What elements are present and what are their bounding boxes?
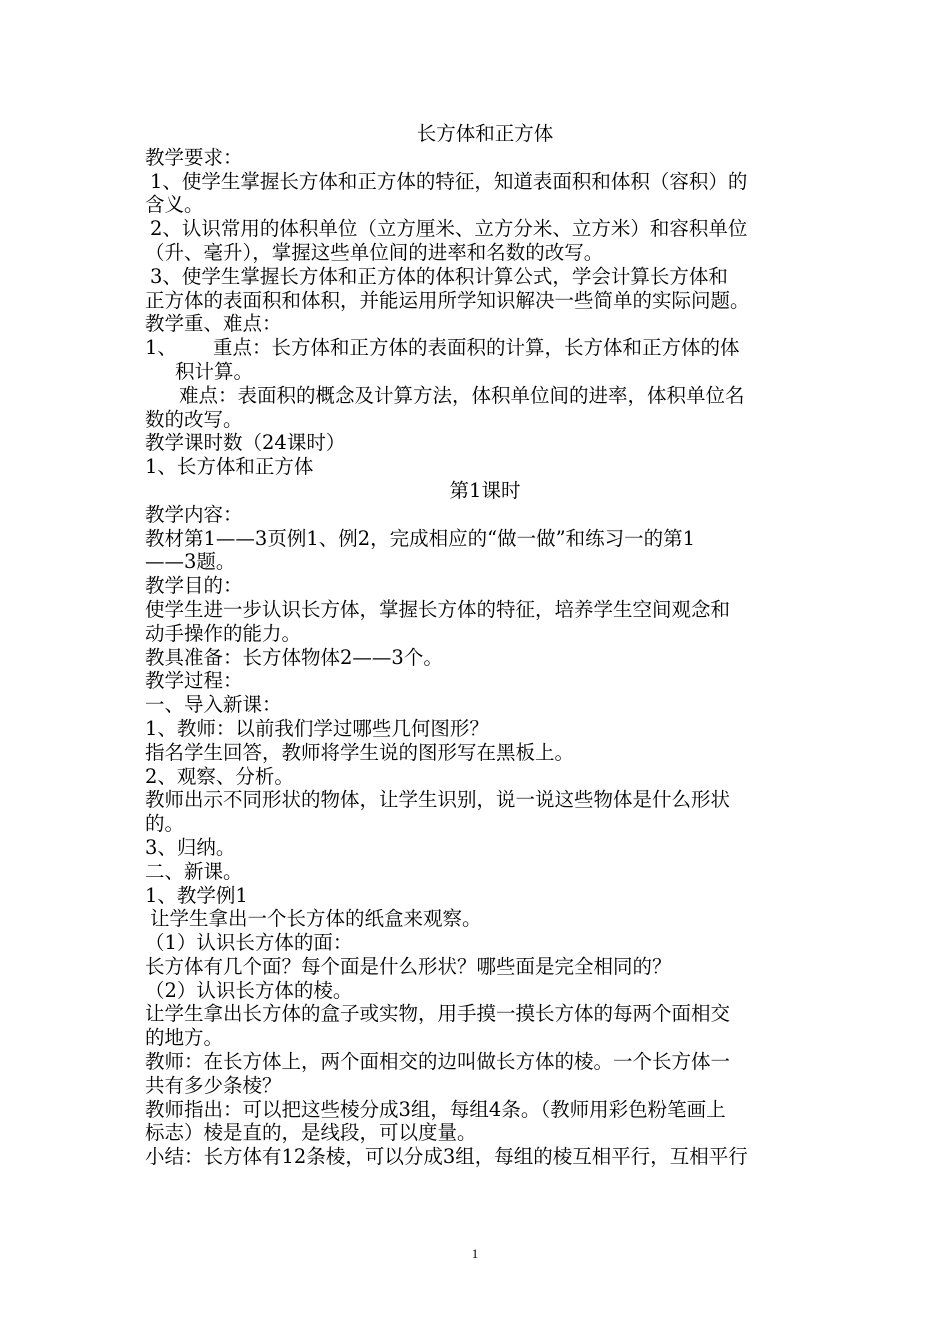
requirement-3-line-2: 正方体的表面积和体积，并能运用所学知识解决一些简单的实际问题。 — [145, 288, 750, 312]
section-heading-goal: 教学目的： — [145, 574, 243, 598]
requirement-1-line-1: 1、使学生掌握长方体和正方体的特征，知道表面积和体积（容积）的 — [150, 169, 748, 193]
content-line-2: ——3题。 — [145, 550, 236, 574]
teaching-hours: 教学课时数（24课时） — [145, 431, 346, 455]
section-heading-key-points: 教学重、难点： — [145, 312, 282, 336]
process-line: 2、观察、分析。 — [145, 764, 294, 788]
process-line: 二、新课。 — [145, 859, 243, 883]
process-line: 教师指出：可以把这些棱分成3组，每组4条。（教师用彩色粉笔画上 — [145, 1097, 726, 1121]
requirement-2-line-1: 2、认识常用的体积单位（立方厘米、立方分米、立方米）和容积单位 — [150, 217, 748, 241]
goal-line-2: 动手操作的能力。 — [145, 621, 302, 645]
process-line: 教师：在长方体上，两个面相交的边叫做长方体的棱。一个长方体一 — [145, 1050, 731, 1074]
teaching-tools: 教具准备：长方体物体2——3个。 — [145, 645, 443, 669]
key-point-number: 1、 — [145, 336, 177, 360]
process-line: 的。 — [145, 812, 185, 836]
key-point-text: 重点：长方体和正方体的表面积的计算，长方体和正方体的体 — [213, 336, 740, 360]
process-line: 长方体有几个面？每个面是什么形状？哪些面是完全相同的？ — [145, 954, 672, 978]
unit-heading: 1、长方体和正方体 — [145, 455, 314, 479]
key-point-line-1 — [145, 336, 825, 360]
section-heading-content: 教学内容： — [145, 502, 243, 526]
process-line: 的地方。 — [145, 1026, 224, 1050]
difficulty-line-1: 难点：表面积的概念及计算方法，体积单位间的进率，体积单位名 — [179, 383, 745, 407]
lesson-title: 第1课时 — [449, 478, 521, 502]
process-line: 让学生拿出长方体的盒子或实物，用手摸一摸长方体的每两个面相交 — [145, 1002, 731, 1026]
process-line: 3、归纳。 — [145, 835, 236, 859]
goal-line-1: 使学生进一步认识长方体，掌握长方体的特征，培养学生空间观念和 — [145, 597, 731, 621]
document-body — [145, 122, 825, 1169]
section-heading-requirements: 教学要求： — [145, 145, 243, 169]
process-line: （1）认识长方体的面： — [145, 931, 353, 955]
process-line: 教师出示不同形状的物体，让学生识别，说一说这些物体是什么形状 — [145, 788, 731, 812]
process-line: 指名学生回答，教师将学生说的图形写在黑板上。 — [145, 740, 575, 764]
process-line: （2）认识长方体的棱。 — [145, 978, 353, 1002]
difficulty-line-2: 数的改写。 — [145, 407, 243, 431]
process-line: 小结：长方体有12条棱，可以分成3组，每组的棱互相平行，互相平行 — [145, 1145, 748, 1169]
content-line-1: 教材第1——3页例1、例2，完成相应的“做一做”和练习一的第1 — [145, 526, 695, 550]
process-line: 共有多少条棱？ — [145, 1073, 282, 1097]
section-heading-process: 教学过程： — [145, 669, 243, 693]
requirement-3-line-1: 3、使学生掌握长方体和正方体的体积计算公式，学会计算长方体和 — [150, 264, 728, 288]
process-line: 让学生拿出一个长方体的纸盒来观察。 — [150, 907, 482, 931]
requirement-1-line-2: 含义。 — [145, 193, 204, 217]
process-line: 标志）棱是直的，是线段，可以度量。 — [145, 1121, 477, 1145]
key-point-line-2: 积计算。 — [175, 359, 254, 383]
requirement-2-line-2: （升、毫升），掌握这些单位间的进率和名数的改写。 — [145, 240, 604, 264]
process-line: 1、教师：以前我们学过哪些几何图形？ — [145, 716, 489, 740]
page-number: 1 — [471, 1246, 479, 1261]
process-line: 一、导入新课： — [145, 693, 282, 717]
document-title: 长方体和正方体 — [416, 122, 554, 145]
process-line: 1、教学例1 — [145, 883, 248, 907]
